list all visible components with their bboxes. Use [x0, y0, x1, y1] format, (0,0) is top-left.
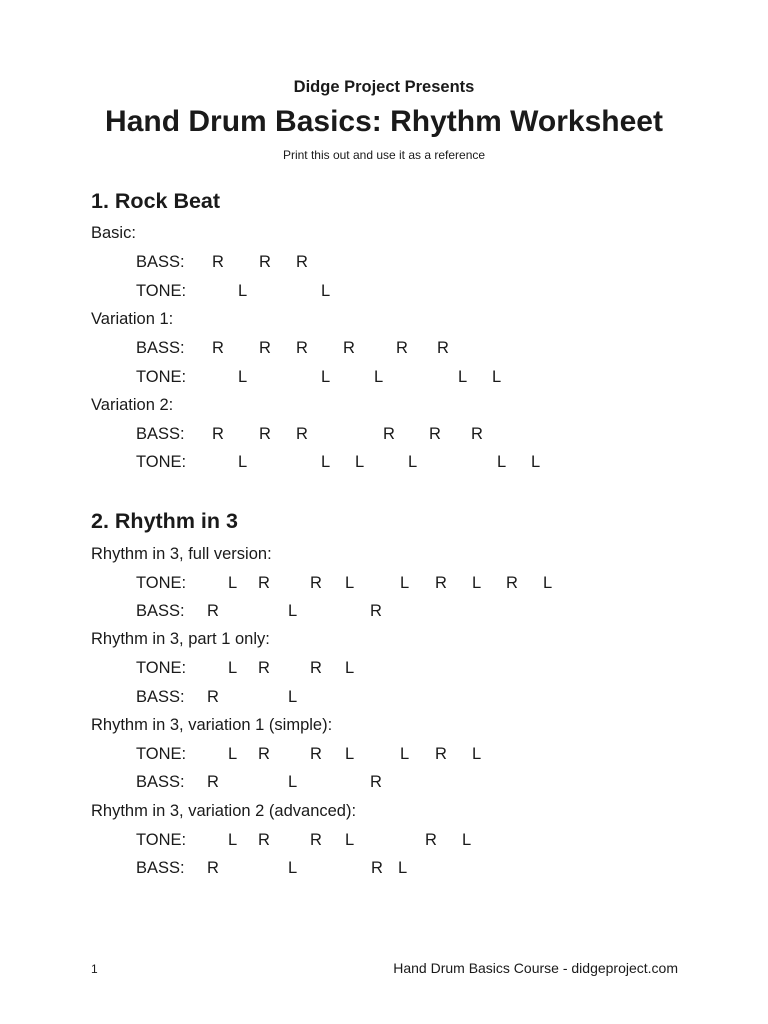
row-label: TONE: — [136, 453, 187, 471]
pattern-label: Variation 1: — [91, 310, 174, 328]
stroke-note: L — [374, 368, 384, 386]
bass-row — [0, 602, 768, 624]
stroke-note: L — [408, 453, 418, 471]
stroke-note: L — [238, 453, 248, 471]
subtitle: Print this out and use it as a reference — [282, 148, 486, 162]
stroke-note: L — [288, 859, 298, 877]
stroke-note: R — [207, 773, 219, 791]
stroke-note: R — [207, 602, 219, 620]
footer-course: Hand Drum Basics Course - didgeproject.com — [393, 960, 678, 976]
stroke-note: R — [258, 574, 270, 592]
bass-row — [0, 253, 768, 275]
stroke-note: R — [396, 339, 408, 357]
presents-line: Didge Project Presents — [293, 78, 475, 96]
row-label: TONE: — [136, 368, 187, 386]
stroke-note: R — [310, 659, 322, 677]
stroke-note: R — [383, 425, 395, 443]
stroke-note: R — [343, 339, 355, 357]
page-number: 1 — [91, 962, 98, 976]
stroke-note: L — [531, 453, 541, 471]
stroke-note: L — [321, 368, 331, 386]
stroke-note: L — [472, 745, 482, 763]
stroke-note: R — [212, 253, 224, 271]
stroke-note: L — [238, 368, 248, 386]
pattern-label: Rhythm in 3, full version: — [91, 545, 272, 563]
bass-row — [0, 339, 768, 361]
stroke-note: R — [506, 574, 518, 592]
tone-row — [0, 659, 768, 681]
stroke-note: L — [345, 574, 355, 592]
row-label: TONE: — [136, 659, 187, 677]
stroke-note: L — [288, 602, 298, 620]
stroke-note: R — [258, 659, 270, 677]
stroke-note: L — [345, 659, 355, 677]
section-heading-rhythm-in-3: 2. Rhythm in 3 — [91, 509, 238, 533]
stroke-note: R — [310, 574, 322, 592]
row-label: BASS: — [136, 339, 185, 357]
tone-row — [0, 745, 768, 767]
stroke-note: R — [425, 831, 437, 849]
row-label: TONE: — [136, 745, 187, 763]
stroke-note: R — [429, 425, 441, 443]
stroke-note: L — [228, 831, 238, 849]
stroke-note: L — [400, 745, 410, 763]
stroke-note: L — [345, 745, 355, 763]
pattern-label: Basic: — [91, 224, 136, 242]
stroke-note: L — [321, 282, 331, 300]
stroke-note: L — [458, 368, 468, 386]
stroke-note: R — [370, 773, 382, 791]
stroke-note: R — [310, 745, 322, 763]
row-label: TONE: — [136, 282, 187, 300]
pattern-label: Rhythm in 3, variation 2 (advanced): — [91, 802, 357, 820]
pattern-label: Rhythm in 3, variation 1 (simple): — [91, 716, 333, 734]
stroke-note: L — [228, 745, 238, 763]
stroke-note: L — [238, 282, 248, 300]
stroke-note: R — [310, 831, 322, 849]
stroke-note: R — [259, 253, 271, 271]
stroke-note: R — [258, 745, 270, 763]
stroke-note: R — [258, 831, 270, 849]
stroke-note: L — [288, 688, 298, 706]
row-label: BASS: — [136, 859, 185, 877]
bass-row — [0, 859, 768, 881]
stroke-note: R — [370, 602, 382, 620]
stroke-note: L — [355, 453, 365, 471]
stroke-note: R — [259, 339, 271, 357]
stroke-note: R — [471, 425, 483, 443]
stroke-note: L — [492, 368, 502, 386]
bass-row — [0, 688, 768, 710]
stroke-note: R — [435, 745, 447, 763]
stroke-note: L — [497, 453, 507, 471]
stroke-note: R — [296, 425, 308, 443]
row-label: BASS: — [136, 688, 185, 706]
stroke-note: R — [437, 339, 449, 357]
tone-row — [0, 574, 768, 596]
stroke-note: R — [371, 859, 383, 877]
stroke-note: R — [212, 425, 224, 443]
bass-row — [0, 425, 768, 447]
stroke-note: L — [400, 574, 410, 592]
stroke-note: L — [321, 453, 331, 471]
pattern-label: Rhythm in 3, part 1 only: — [91, 630, 270, 648]
stroke-note: R — [207, 859, 219, 877]
pattern-label: Variation 2: — [91, 396, 174, 414]
bass-row — [0, 773, 768, 795]
page-title: Hand Drum Basics: Rhythm Worksheet — [105, 105, 663, 138]
stroke-note: L — [472, 574, 482, 592]
tone-row — [0, 831, 768, 853]
row-label: BASS: — [136, 253, 185, 271]
stroke-note: L — [398, 859, 408, 877]
tone-row — [0, 368, 768, 390]
stroke-note: L — [462, 831, 472, 849]
row-label: TONE: — [136, 831, 187, 849]
stroke-note: L — [228, 574, 238, 592]
stroke-note: L — [228, 659, 238, 677]
row-label: TONE: — [136, 574, 187, 592]
stroke-note: L — [345, 831, 355, 849]
tone-row — [0, 282, 768, 304]
stroke-note: L — [288, 773, 298, 791]
row-label: BASS: — [136, 425, 185, 443]
tone-row — [0, 453, 768, 475]
stroke-note: R — [259, 425, 271, 443]
stroke-note: R — [296, 253, 308, 271]
stroke-note: R — [296, 339, 308, 357]
row-label: BASS: — [136, 773, 185, 791]
stroke-note: R — [212, 339, 224, 357]
stroke-note: R — [207, 688, 219, 706]
section-heading-rock-beat: 1. Rock Beat — [91, 189, 221, 213]
stroke-note: L — [543, 574, 553, 592]
row-label: BASS: — [136, 602, 185, 620]
stroke-note: R — [435, 574, 447, 592]
